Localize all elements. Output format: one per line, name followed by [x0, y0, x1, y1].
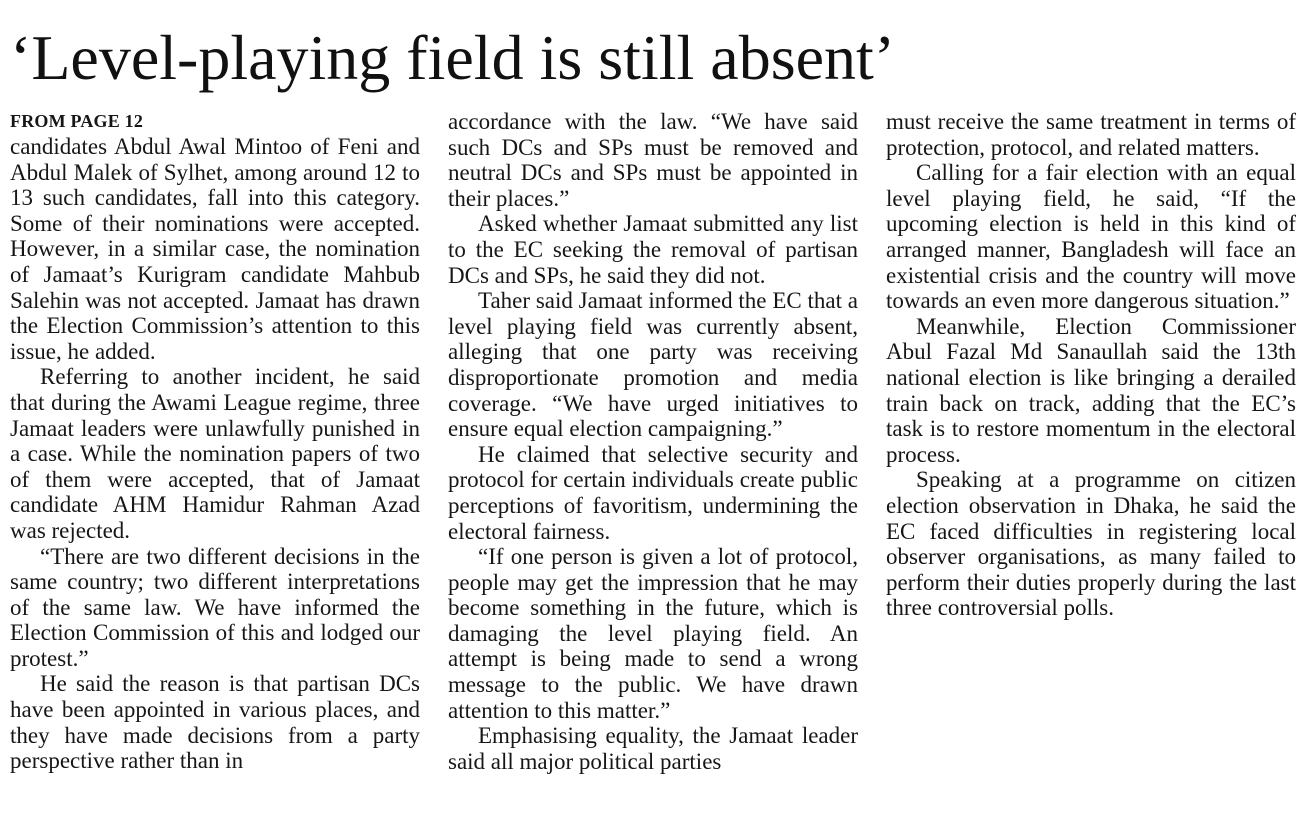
continued-from-label: FROM PAGE 12 [10, 111, 144, 131]
paragraph: “There are two different decisions in the same country; two different interpretations of the same law. We have informed the Election Commission of this and lodged our protest.” [10, 543, 420, 671]
paragraph: Referring to another incident, he said that during the Awami League regime, three Jamaat leaders were unlawfully punished in a case. While the nomination papers of two of them were accepted, that of Jamaat candidate AHM Hamidur Rahman Azad was rejected. [10, 364, 420, 543]
paragraph: candidates Abdul Awal Mintoo of Feni and Abdul Malek of Sylhet, among around 12 to 13 such candidates, fall into this category. Some of their nominations were accepted. However, in a similar case, the nomination of Jamaat’s Kurigram candidate Mahbub Salehin was not accepted. Jamaat has drawn the Election Commission’s attention to this issue, he added. [10, 134, 420, 364]
paragraph: Emphasising equality, the Jamaat leader said all major political parties [448, 723, 858, 774]
article-column-2 [448, 109, 858, 774]
headline: ‘Level-playing field is still absent’ [10, 22, 896, 93]
article-column-3 [886, 109, 1296, 621]
paragraph: He said the reason is that partisan DCs have been appointed in various places, and they have made decisions from a party perspective rather than in [10, 671, 420, 774]
paragraph: must receive the same treatment in terms of protection, protocol, and related matters. [886, 109, 1296, 160]
paragraph: Asked whether Jamaat submitted any list to the EC seeking the removal of partisan DCs and SPs, he said they did not. [448, 211, 858, 288]
paragraph: He claimed that selective security and protocol for certain individuals create public perceptions of favoritism, undermining the electoral fairness. [448, 441, 858, 544]
paragraph: Calling for a fair election with an equal level playing field, he said, “If the upcoming election is held in this kind of arranged manner, Bangladesh will face an existential crisis and the country will move towards an even more dangerous situation.” [886, 160, 1296, 314]
article-column-1 [10, 109, 420, 774]
paragraph: accordance with the law. “We have said such DCs and SPs must be removed and neutral DCs and SPs must be appointed in their places.” [448, 109, 858, 211]
paragraph: Speaking at a programme on citizen election observation in Dhaka, he said the EC faced difficulties in registering local observer organisations, as many failed to perform their duties properly during the last three controversial polls. [886, 467, 1296, 621]
paragraph: Taher said Jamaat informed the EC that a level playing field was currently absent, alleging that one party was receiving disproportionate promotion and media coverage. “We have urged initiatives to ensure equal election campaigning.” [448, 288, 858, 442]
paragraph: Meanwhile, Election Commissioner Abul Fazal Md Sanaullah said the 13th national election is like bringing a derailed train back on track, adding that the EC’s task is to restore momentum in the electoral process. [886, 313, 1296, 467]
paragraph: “If one person is given a lot of protocol, people may get the impression that he may become something in the future, which is damaging the level playing field. An attempt is being made to send a wrong message to the public. We have drawn attention to this matter.” [448, 544, 858, 723]
